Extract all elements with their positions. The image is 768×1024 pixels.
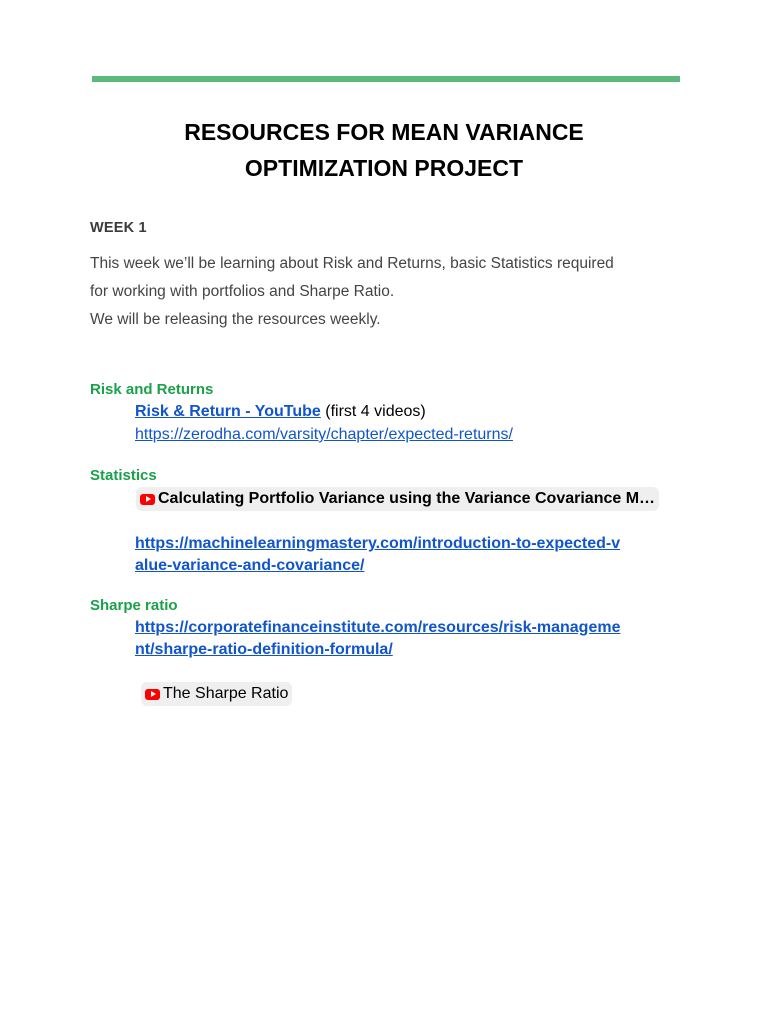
- youtube-icon: [145, 689, 160, 700]
- section-heading-statistics: Statistics: [90, 467, 157, 484]
- sharpe-ratio-video-title: The Sharpe Ratio: [163, 685, 289, 702]
- intro-line-3: We will be releasing the resources weekly.: [90, 311, 381, 328]
- intro-paragraph: [90, 250, 690, 334]
- cfi-link-line-1: https://corporatefinanceinstitute.com/resources/risk-manageme: [135, 619, 621, 636]
- week-label: WEEK 1: [90, 220, 147, 236]
- mlm-link-line-2: alue-variance-and-covariance/: [135, 557, 365, 574]
- title-line-2: OPTIMIZATION PROJECT: [244, 155, 524, 181]
- section-heading-sharpe: Sharpe ratio: [90, 597, 178, 614]
- youtube-icon: [140, 494, 155, 505]
- risk-return-youtube-link[interactable]: Risk & Return - YouTube: [135, 403, 321, 420]
- header-accent-bar: [92, 76, 680, 82]
- risk-video-line: [135, 401, 426, 423]
- sharpe-ratio-video-chip[interactable]: [141, 682, 292, 706]
- cfi-link-block: [135, 617, 675, 661]
- machinelearningmastery-link[interactable]: [135, 535, 620, 574]
- document-title: [0, 114, 768, 186]
- cfi-link-line-2: nt/sharpe-ratio-definition-formula/: [135, 641, 393, 658]
- risk-video-note: (first 4 videos): [325, 403, 426, 420]
- portfolio-variance-video-title: Calculating Portfolio Variance using the Variance Covariance M…: [158, 490, 656, 507]
- intro-line-2: for working with portfolios and Sharpe Ratio.: [90, 283, 395, 300]
- section-heading-risk: Risk and Returns: [90, 381, 214, 398]
- intro-line-1: This week we’ll be learning about Risk and Returns, basic Statistics required: [90, 255, 614, 272]
- mlm-link-block: [135, 533, 675, 577]
- corporatefinanceinstitute-link[interactable]: [135, 619, 620, 658]
- zerodha-link[interactable]: https://zerodha.com/varsity/chapter/expected-returns/: [135, 426, 513, 443]
- title-line-1: RESOURCES FOR MEAN VARIANCE: [184, 119, 584, 145]
- risk-url-line: [135, 424, 513, 446]
- portfolio-variance-video-chip[interactable]: [136, 487, 659, 511]
- mlm-link-line-1: https://machinelearningmastery.com/introduction-to-expected-v: [135, 535, 621, 552]
